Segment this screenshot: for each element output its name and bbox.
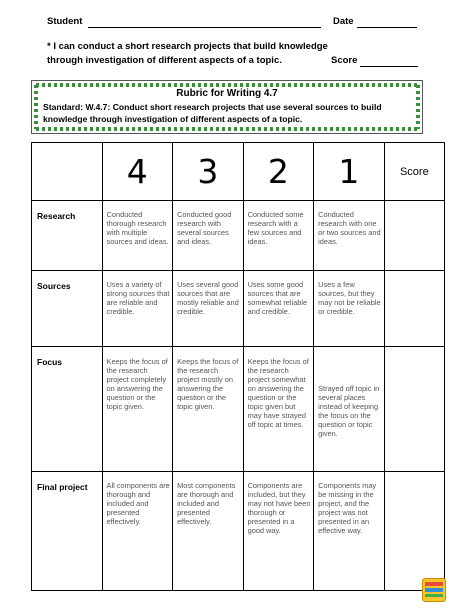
focus-level-1: Strayed off topic in several places instead of keeping the focus on the question or topic given. xyxy=(314,347,385,472)
logo-band-red xyxy=(425,582,443,586)
logo-band-blue xyxy=(425,588,443,592)
sources-level-4: Uses a variety of strong sources that are reliable and credible. xyxy=(102,271,173,347)
level-3-header: 3 xyxy=(173,143,244,201)
learning-logo xyxy=(422,578,446,602)
row-label-research: Research xyxy=(32,201,103,271)
row-label-focus: Focus xyxy=(32,347,103,472)
focus-level-2: Keeps the focus of the research project somewhat on answering the question or the topic given but may have strayed off topic at times. xyxy=(243,347,314,472)
corner-cell xyxy=(32,143,103,201)
rubric-title: Rubric for Writing 4.7 xyxy=(176,88,278,99)
level-header-row xyxy=(32,143,445,201)
final-project-score-cell[interactable] xyxy=(384,472,444,591)
research-level-2: Conducted some research with a few sources and ideas. xyxy=(243,201,314,271)
student-label: Student xyxy=(47,16,83,27)
row-label-sources: Sources xyxy=(32,271,103,347)
rubric-standard xyxy=(43,101,412,125)
row-label-final-project: Final project xyxy=(32,472,103,591)
research-level-4: Conducted thorough research with multiple sources and ideas. xyxy=(102,201,173,271)
final-project-level-2: Components are included, but they may not have been thorough or presented in a good way. xyxy=(243,472,314,591)
level-2-header: 2 xyxy=(243,143,314,201)
sources-level-3: Uses several good sources that are mostly reliable and credible. xyxy=(173,271,244,347)
table-row-sources xyxy=(32,271,445,347)
standard-line-2: knowledge through investigation of different aspects of a topic. xyxy=(43,114,303,124)
student-name-field[interactable] xyxy=(88,27,321,28)
sources-score-cell[interactable] xyxy=(384,271,444,347)
score-header: Score xyxy=(384,143,444,201)
focus-level-4: Keeps the focus of the research project completely on answering the question or the topic given. xyxy=(102,347,173,472)
research-score-cell[interactable] xyxy=(384,201,444,271)
date-field[interactable] xyxy=(357,27,417,28)
rubric-table xyxy=(31,142,445,591)
table-row-focus xyxy=(32,347,445,472)
final-project-level-1: Components may be missing in the project, and the project was not presented in an effective way. xyxy=(314,472,385,591)
level-1-header: 1 xyxy=(314,143,385,201)
date-label: Date xyxy=(333,16,354,27)
research-level-3: Conducted good research with several sources and ideas. xyxy=(173,201,244,271)
level-4-header: 4 xyxy=(102,143,173,201)
table-row-final-project xyxy=(32,472,445,591)
sources-level-2: Uses some good sources that are somewhat reliable and credible. xyxy=(243,271,314,347)
banner-border-top xyxy=(36,83,418,87)
objective-line-1: * I can conduct a short research projects that build knowledge xyxy=(47,41,328,52)
score-label: Score xyxy=(331,55,358,66)
final-project-level-4: All components are thorough and included and presented effectively. xyxy=(102,472,173,591)
table-row-research xyxy=(32,201,445,271)
score-field[interactable] xyxy=(360,66,418,67)
focus-score-cell[interactable] xyxy=(384,347,444,472)
logo-band-green xyxy=(425,594,443,597)
focus-level-3: Keeps the focus of the research project mostly on answering the question or the topic given. xyxy=(173,347,244,472)
research-level-1: Conducted research with one or two sources and ideas. xyxy=(314,201,385,271)
sources-level-1: Uses a few sources, but they may not be reliable or credible. xyxy=(314,271,385,347)
objective-line-2: through investigation of different aspects of a topic. xyxy=(47,55,282,66)
standard-line-1: Standard: W.4.7: Conduct short research projects that use several sources to build xyxy=(43,102,382,112)
final-project-level-3: Most components are thorough and included and presented effectively. xyxy=(173,472,244,591)
rubric-banner xyxy=(31,80,423,134)
banner-border-bottom xyxy=(36,127,418,131)
